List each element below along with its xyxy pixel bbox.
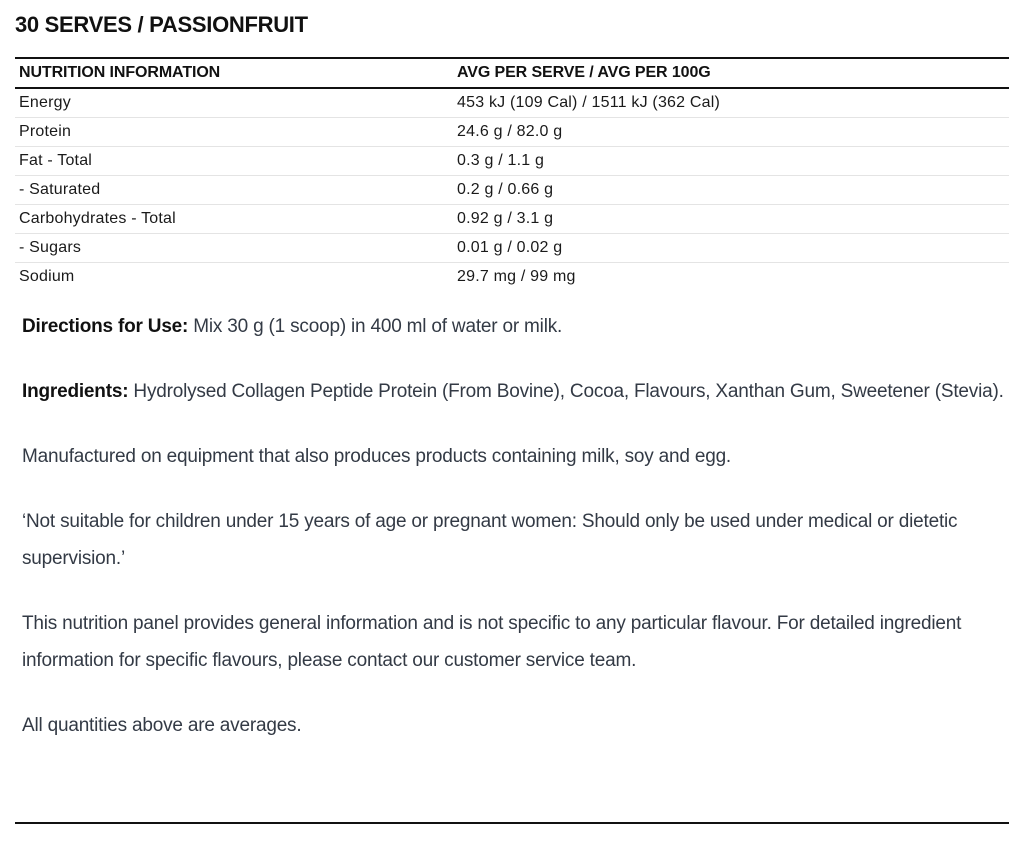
table-row [15,263,1009,292]
table-row [15,205,1009,234]
directions-paragraph [22,308,1009,345]
nutrient-name: Protein [15,118,453,147]
nutrient-value: 0.01 g / 0.02 g [453,234,1009,263]
nutrient-name: Carbohydrates - Total [15,205,453,234]
page-title: 30 SERVES / PASSIONFRUIT [15,12,308,37]
table-row [15,118,1009,147]
table-header-row [15,58,1009,88]
directions-text: Mix 30 g (1 scoop) in 400 ml of water or milk. [188,316,563,337]
nutrient-name: - Saturated [15,176,453,205]
product-notes [15,308,1009,744]
bottom-divider [15,822,1009,824]
nutrient-name: Energy [15,88,453,118]
ingredients-text: Hydrolysed Collagen Peptide Protein (From Bovine), Cocoa, Flavours, Xanthan Gum, Sweetener (Stevia). [128,381,1004,402]
directions-label: Directions for Use: [22,316,189,337]
ingredients-paragraph [22,373,1009,410]
table-row [15,234,1009,263]
table-row [15,176,1009,205]
nutrient-value: 0.92 g / 3.1 g [453,205,1009,234]
warning-note: ‘Not suitable for children under 15 years of age or pregnant women: Should only be used under medical or dietetic supervision.’ [22,511,958,569]
nutrient-value: 0.3 g / 1.1 g [453,147,1009,176]
disclaimer-note: This nutrition panel provides general information and is not specific to any particular flavour. For detailed ingredient information for specific flavours, please contact our customer service team. [22,613,962,671]
nutrient-value: 453 kJ (109 Cal) / 1511 kJ (362 Cal) [453,88,1009,118]
nutrient-name: Sodium [19,268,75,285]
table-row [15,88,1009,118]
column-header-avg-values: AVG PER SERVE / AVG PER 100G [453,58,1009,88]
averages-note: All quantities above are averages. [22,715,302,736]
column-header-nutrition-information: NUTRITION INFORMATION [15,58,453,88]
nutrient-value: 0.2 g / 0.66 g [453,176,1009,205]
table-row [15,147,1009,176]
nutrient-name: Fat - Total [15,147,453,176]
product-info-panel [15,0,1009,744]
nutrient-name: - Sugars [15,234,453,263]
nutrient-value: 29.7 mg / 99 mg [457,268,576,285]
nutrient-value: 24.6 g / 82.0 g [453,118,1009,147]
ingredients-label: Ingredients: [22,381,129,402]
nutrition-table [15,57,1009,291]
allergen-note: Manufactured on equipment that also produces products containing milk, soy and egg. [22,446,732,467]
